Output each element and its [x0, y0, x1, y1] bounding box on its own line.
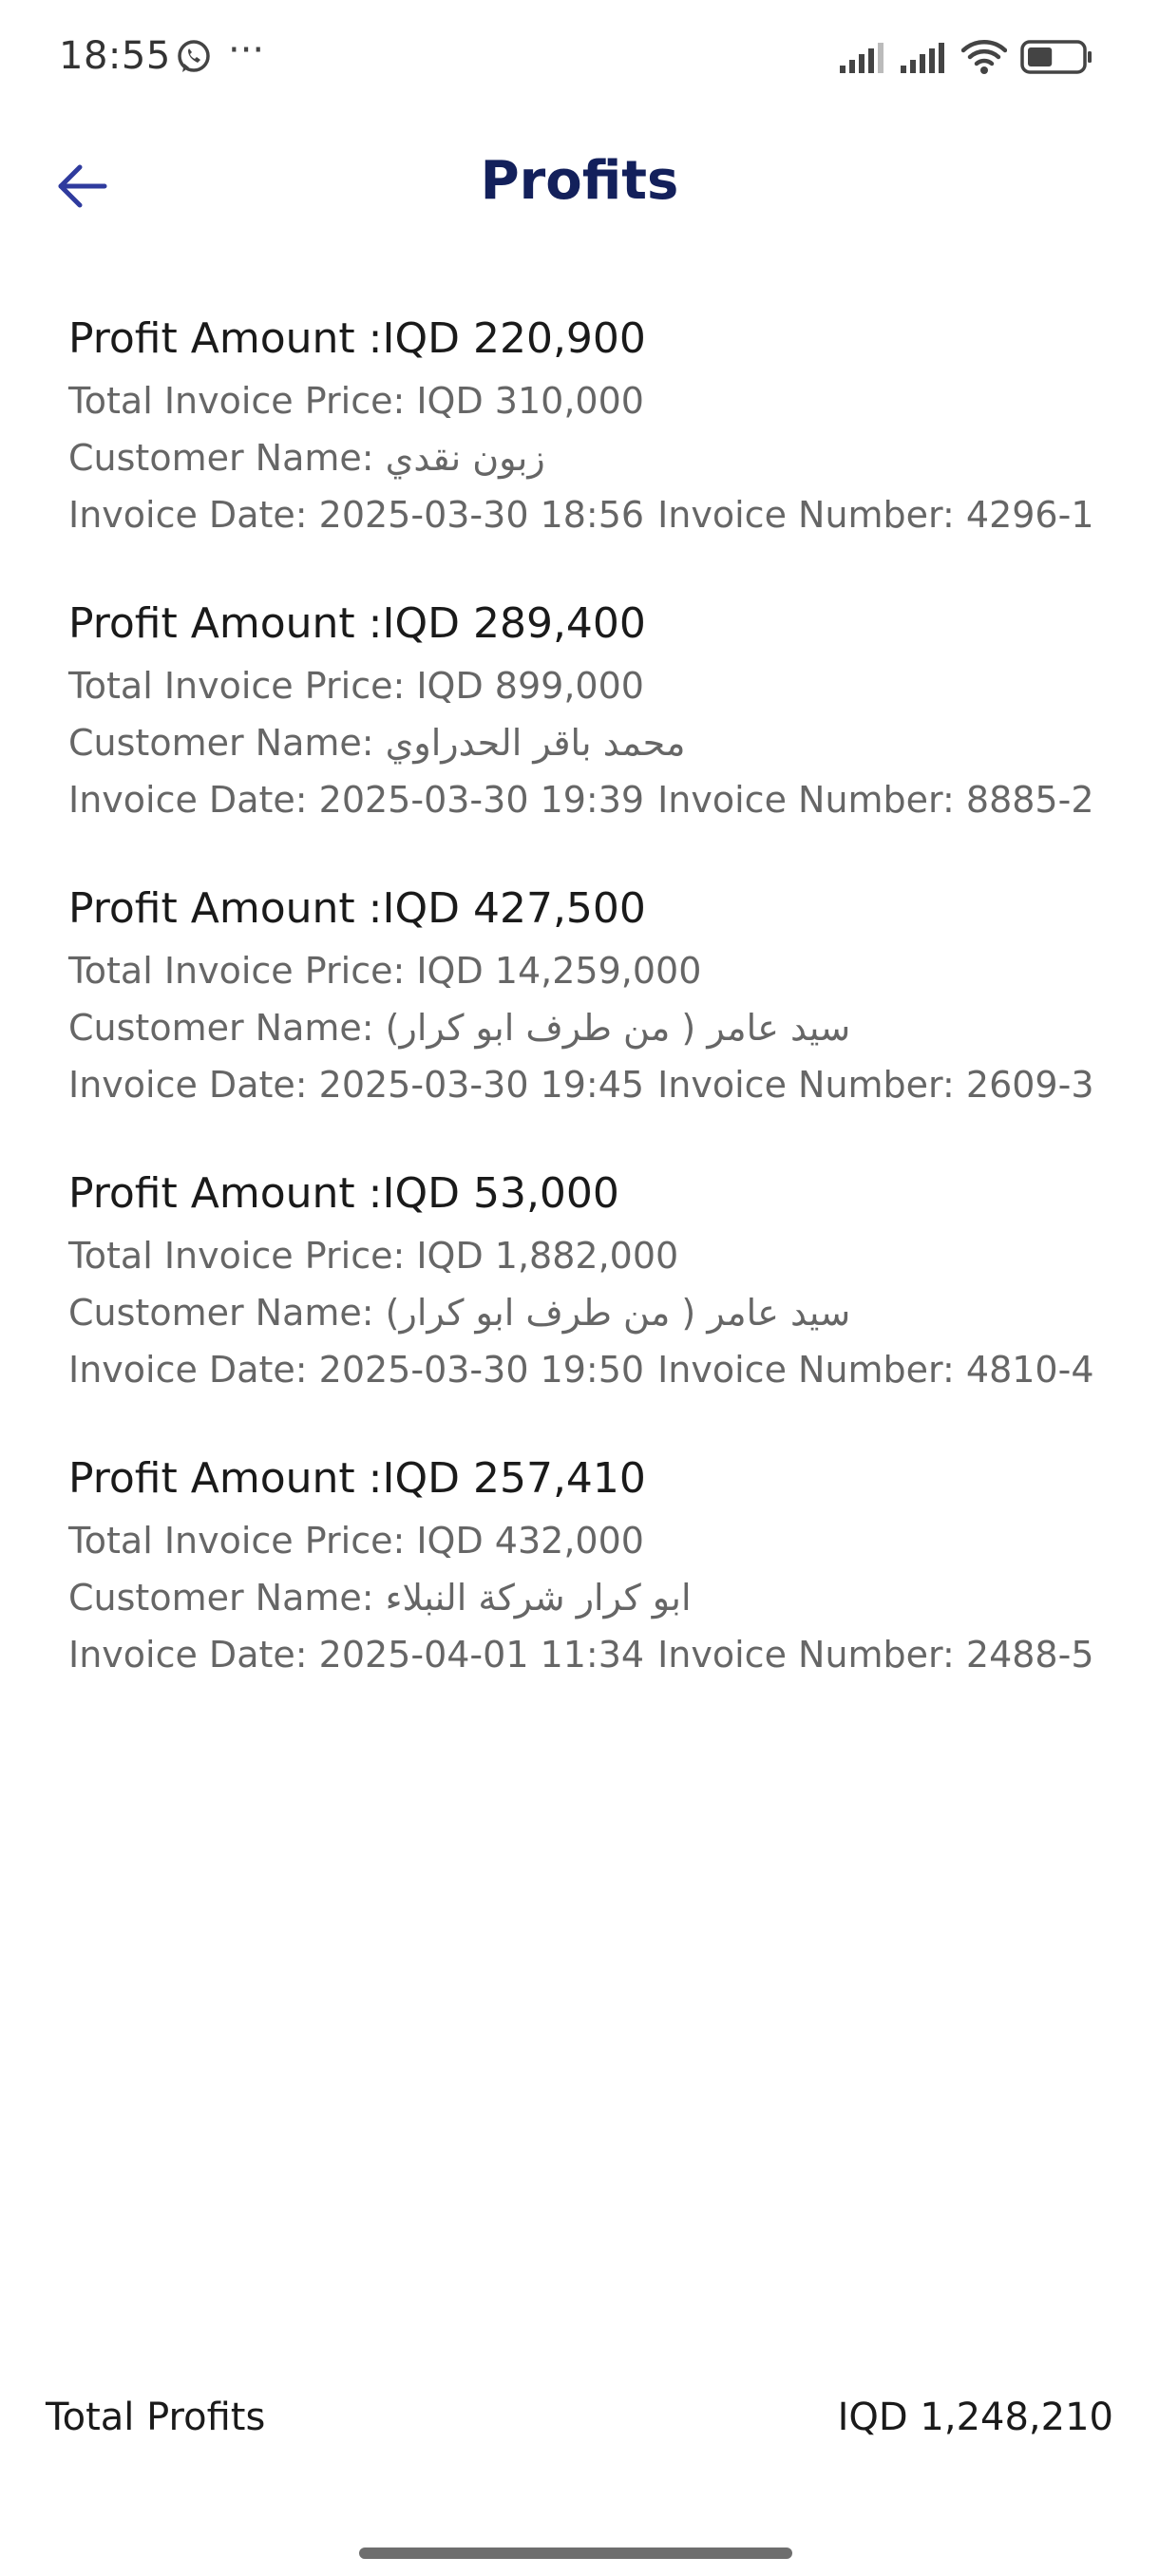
total-invoice-price — [68, 1227, 1113, 1284]
profit-amount-label: Profit Amount : — [68, 599, 383, 648]
invoice-number-value: 8885-2 — [965, 779, 1094, 821]
invoice-date-label: Invoice Date: — [68, 1064, 319, 1106]
signal-icon — [840, 41, 887, 73]
total-invoice-price-value: IQD 899,000 — [416, 665, 644, 707]
total-invoice-price-label: Total Invoice Price: — [68, 1520, 417, 1562]
total-invoice-price-label: Total Invoice Price: — [68, 950, 417, 992]
total-invoice-price-label: Total Invoice Price: — [68, 1235, 417, 1277]
invoice-number-value: 4810-4 — [965, 1349, 1094, 1391]
invoice-date-value: 2025-03-30 19:50 — [318, 1349, 645, 1391]
invoice-date-label: Invoice Date: — [68, 494, 319, 536]
total-invoice-price — [68, 372, 1113, 429]
whatsapp-icon — [175, 38, 213, 76]
invoice-number-value: 2488-5 — [965, 1634, 1094, 1676]
profit-amount — [68, 306, 1113, 372]
home-indicator[interactable] — [359, 2548, 792, 2559]
profit-amount-label: Profit Amount : — [68, 314, 383, 363]
total-invoice-price-value: IQD 432,000 — [416, 1520, 644, 1562]
profit-amount-value: IQD 220,900 — [382, 314, 646, 363]
page-title: Profits — [480, 150, 679, 212]
invoice-number-value: 2609-3 — [965, 1064, 1094, 1106]
app-bar — [0, 133, 1159, 237]
total-profits-value: IQD 1,248,210 — [837, 2396, 1113, 2439]
profit-amount — [68, 876, 1113, 942]
customer-name-label: Customer Name: — [68, 1007, 386, 1049]
customer-name-value: محمد باقر الحدراوي — [385, 722, 686, 764]
profit-amount-value: IQD 53,000 — [382, 1169, 619, 1218]
profit-amount — [68, 1446, 1113, 1512]
profit-list-item[interactable] — [68, 591, 1113, 876]
profit-list-item[interactable] — [68, 1161, 1113, 1446]
customer-name-value: زبون نقدي — [385, 437, 545, 479]
total-invoice-price-value: IQD 310,000 — [416, 380, 644, 422]
customer-name-label: Customer Name: — [68, 1577, 386, 1619]
invoice-date-number — [68, 771, 1113, 828]
profit-list-item[interactable] — [68, 306, 1113, 591]
customer-name-label: Customer Name: — [68, 437, 386, 479]
profit-amount — [68, 1161, 1113, 1227]
invoice-number-label: Invoice Number: — [657, 494, 966, 536]
total-invoice-price-label: Total Invoice Price: — [68, 665, 417, 707]
wifi-icon — [961, 39, 1007, 75]
total-invoice-price-value: IQD 14,259,000 — [416, 950, 702, 992]
status-time: 18:55 — [59, 34, 171, 78]
profit-amount-label: Profit Amount : — [68, 1454, 383, 1503]
customer-name — [68, 1569, 1113, 1626]
customer-name-label: Customer Name: — [68, 1292, 386, 1334]
invoice-date-label: Invoice Date: — [68, 1634, 319, 1676]
invoice-number-value: 4296-1 — [965, 494, 1094, 536]
customer-name — [68, 714, 1113, 771]
invoice-date-label: Invoice Date: — [68, 779, 319, 821]
invoice-date-number — [68, 1056, 1113, 1113]
customer-name — [68, 429, 1113, 486]
total-invoice-price-value: IQD 1,882,000 — [416, 1235, 679, 1277]
total-invoice-price — [68, 942, 1113, 999]
profit-amount-value: IQD 257,410 — [382, 1454, 646, 1503]
invoice-date-value: 2025-03-30 19:39 — [318, 779, 645, 821]
customer-name — [68, 1284, 1113, 1341]
invoice-date-value: 2025-03-30 18:56 — [318, 494, 645, 536]
customer-name-value: سيد عامر ( من طرف ابو كرار) — [385, 1292, 851, 1334]
profit-list — [68, 306, 1113, 1731]
battery-icon — [1020, 40, 1092, 74]
profit-amount — [68, 591, 1113, 657]
profit-list-item[interactable] — [68, 1446, 1113, 1731]
invoice-date-label: Invoice Date: — [68, 1349, 319, 1391]
invoice-date-number — [68, 1626, 1113, 1683]
customer-name-value: ابو كرار شركة النبلاء — [385, 1577, 692, 1619]
profit-amount-value: IQD 427,500 — [382, 884, 646, 933]
customer-name-label: Customer Name: — [68, 722, 386, 764]
invoice-date-value: 2025-03-30 19:45 — [318, 1064, 645, 1106]
total-profits-label: Total Profits — [46, 2396, 266, 2439]
total-invoice-price — [68, 657, 1113, 714]
total-invoice-price — [68, 1512, 1113, 1569]
profit-amount-label: Profit Amount : — [68, 884, 383, 933]
invoice-number-label: Invoice Number: — [657, 1634, 966, 1676]
total-profits-row — [46, 2389, 1113, 2446]
invoice-date-value: 2025-04-01 11:34 — [318, 1634, 645, 1676]
customer-name — [68, 999, 1113, 1056]
customer-name-value: سيد عامر ( من طرف ابو كرار) — [385, 1007, 851, 1049]
status-icons — [840, 36, 1092, 78]
signal-icon-2 — [901, 41, 948, 73]
invoice-date-number — [68, 486, 1113, 543]
invoice-number-label: Invoice Number: — [657, 779, 966, 821]
status-bar — [0, 0, 1159, 114]
invoice-number-label: Invoice Number: — [657, 1349, 966, 1391]
profit-amount-value: IQD 289,400 — [382, 599, 646, 648]
profit-list-item[interactable] — [68, 876, 1113, 1161]
invoice-date-number — [68, 1341, 1113, 1398]
more-notifications-icon: ··· — [228, 28, 265, 72]
total-invoice-price-label: Total Invoice Price: — [68, 380, 417, 422]
profit-amount-label: Profit Amount : — [68, 1169, 383, 1218]
invoice-number-label: Invoice Number: — [657, 1064, 966, 1106]
